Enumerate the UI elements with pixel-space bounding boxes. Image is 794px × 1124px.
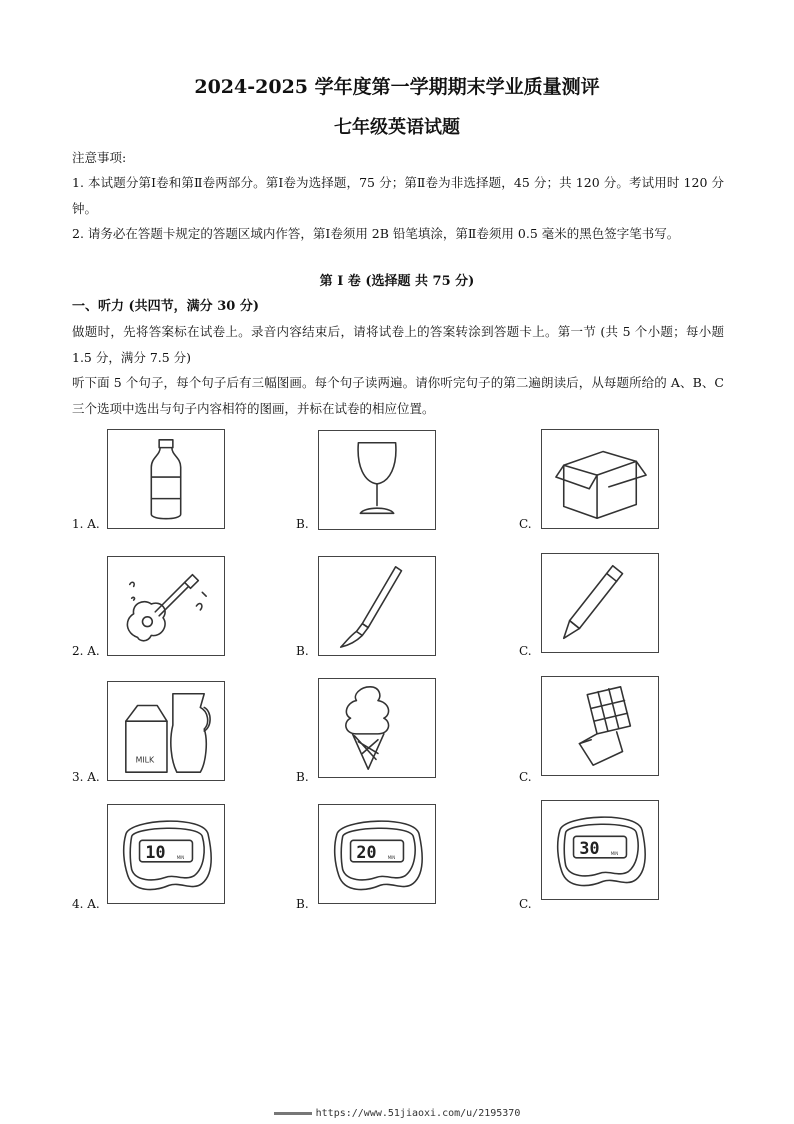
footer-url[interactable]: https://www.51jiaoxi.com/u/2195370 — [315, 1108, 521, 1119]
q2-label-a: 2. A. — [72, 644, 100, 658]
notes-item-2: 2. 请务必在答题卡规定的答题区域内作答，第Ⅰ卷须用 2B 铅笔填涂，第Ⅱ卷须用 0.5 毫米的黑色签字笔书写。 — [72, 226, 680, 241]
timer-10-icon[interactable] — [107, 804, 225, 904]
q2-label-b: B. — [296, 644, 309, 658]
section-title: 第 I 卷 (选择题 共 75 分) — [319, 274, 475, 289]
exam-title: 2024-2025 学年度第一学期期末学业质量测评 — [194, 76, 600, 98]
q2-label-c: C. — [519, 644, 532, 658]
timer-30-unit: MIN — [610, 850, 619, 856]
chocolate-icon[interactable] — [541, 676, 659, 776]
timer-10-unit: MIN — [176, 854, 185, 860]
q4-label-c: C. — [519, 897, 532, 911]
part-title: 一、听力 (共四节，满分 30 分) — [72, 299, 259, 314]
q4-label-a: 4. A. — [72, 897, 100, 911]
q1-label-c: C. — [519, 517, 532, 531]
paintbrush-icon[interactable] — [318, 556, 436, 656]
wine-glass-icon[interactable] — [318, 430, 436, 530]
q3-label-c: C. — [519, 770, 532, 784]
timer-30-icon[interactable] — [541, 800, 659, 900]
q3-label-b: B. — [296, 770, 309, 784]
notes-item-1: 1. 本试题分第Ⅰ卷和第Ⅱ卷两部分。第Ⅰ卷为选择题，75 分；第Ⅱ卷为非选择题，45 分；共 120 分。考试用时 120 分钟。 — [72, 175, 724, 216]
pencil-icon[interactable] — [541, 553, 659, 653]
milk-label: MILK — [135, 755, 155, 765]
part-instructions: 做题时，先将答案标在试卷上。录音内容结束后，请将试卷上的答案转涂到答题卡上。第一节 (共 5 个小题；每小题 1.5 分，满分 7.5 分) — [72, 324, 724, 365]
q3-label-a: 3. A. — [72, 770, 100, 784]
timer-10-value: 10 — [145, 842, 166, 862]
timer-20-value: 20 — [356, 842, 377, 862]
timer-30-value: 30 — [579, 838, 600, 858]
q4-label-b: B. — [296, 897, 309, 911]
notes-heading: 注意事项: — [72, 150, 127, 165]
q1-label-b: B. — [296, 517, 309, 531]
q1-label-a: 1. A. — [72, 517, 100, 531]
ice-cream-icon[interactable] — [318, 678, 436, 778]
bottle-icon[interactable] — [107, 429, 225, 529]
footer — [0, 1108, 794, 1119]
guitar-icon[interactable] — [107, 556, 225, 656]
watermark-mark — [274, 1112, 312, 1115]
timer-20-unit: MIN — [387, 854, 396, 860]
milk-icon[interactable] — [107, 681, 225, 781]
exam-subtitle: 七年级英语试题 — [334, 117, 460, 138]
task-instructions: 听下面 5 个句子，每个句子后有三幅图画。每个句子读两遍。请你听完句子的第二遍朗读后，从每题所给的 A、B、C 三个选项中选出与句子内容相符的图画，并标在试卷的相应位置。 — [72, 375, 724, 416]
box-icon[interactable] — [541, 429, 659, 529]
timer-20-icon[interactable] — [318, 804, 436, 904]
